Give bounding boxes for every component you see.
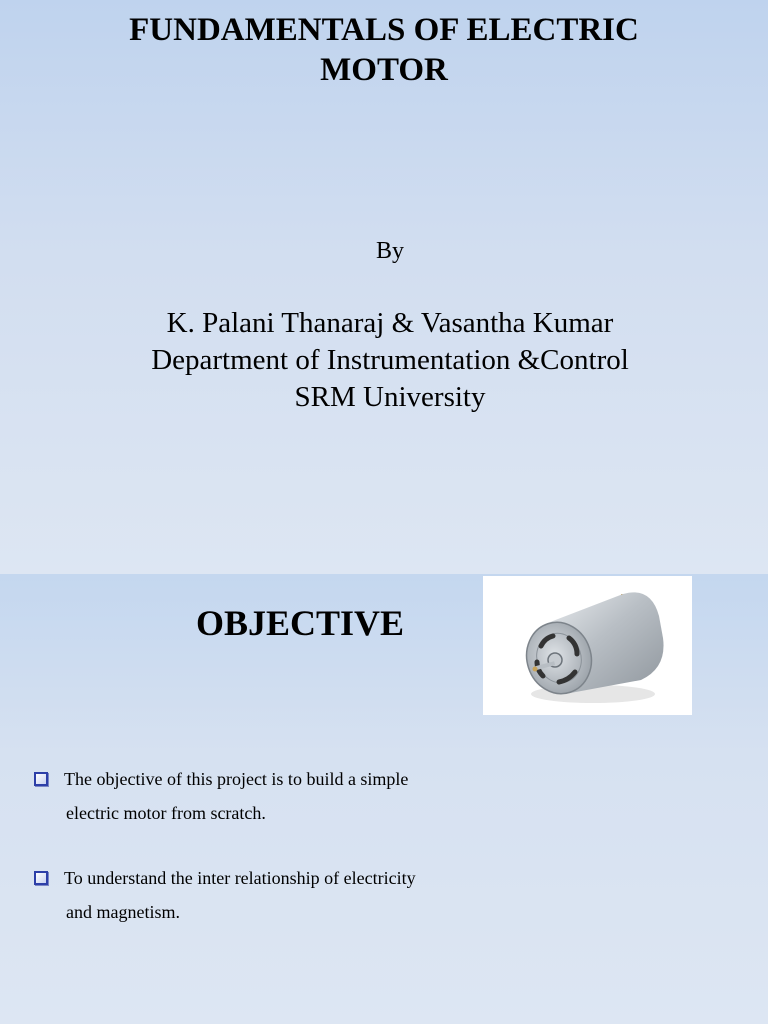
title-line-1: FUNDAMENTALS OF ELECTRIC bbox=[129, 12, 639, 48]
title-line-2: MOTOR bbox=[320, 52, 448, 88]
objective-slide bbox=[0, 574, 768, 1024]
authors: K. Palani Thanaraj & Vasantha Kumar bbox=[166, 307, 614, 339]
objective-heading: OBJECTIVE bbox=[195, 603, 405, 643]
slide-title bbox=[0, 10, 768, 90]
bullet-item bbox=[0, 861, 768, 929]
bullet-line: electric motor from scratch. bbox=[66, 803, 266, 823]
by-label: By bbox=[375, 238, 404, 264]
bullet-line: To understand the inter relationship of electricity bbox=[64, 868, 416, 888]
department: Department of Instrumentation &Control bbox=[151, 344, 629, 376]
dc-motor-illustration bbox=[483, 576, 692, 715]
bullet-line: and magnetism. bbox=[66, 902, 180, 922]
credits-block bbox=[0, 305, 768, 416]
bullet-line: The objective of this project is to build a simple bbox=[64, 769, 409, 789]
bullet-item bbox=[0, 762, 768, 830]
dc-motor-photo bbox=[483, 576, 692, 715]
university: SRM University bbox=[294, 381, 486, 413]
objective-bullets bbox=[0, 762, 768, 960]
